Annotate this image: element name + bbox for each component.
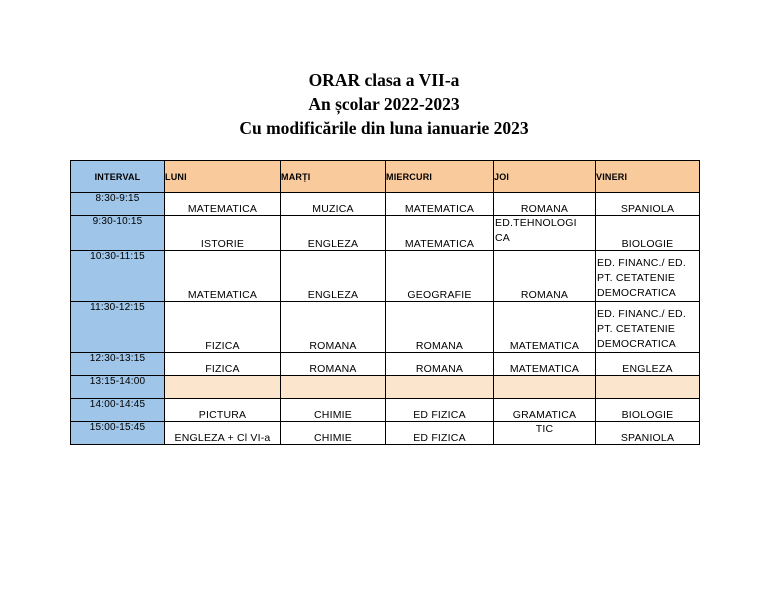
interval-cell: 11:30-12:15 [71, 302, 165, 353]
header-row [71, 161, 700, 193]
cell-line: DEMOCRATICA [597, 287, 677, 299]
table-row [71, 251, 700, 302]
interval-cell: 12:30-13:15 [71, 353, 165, 376]
cell-joi: MATEMATICA [494, 353, 596, 376]
cell-miercuri: ROMANA [386, 353, 494, 376]
interval-cell: 13:15-14:00 [71, 376, 165, 399]
interval-cell: 10:30-11:15 [71, 251, 165, 302]
table-row [71, 399, 700, 422]
cell-line: ED. FINANC./ ED. [597, 257, 686, 269]
cell-marti: CHIMIE [281, 399, 386, 422]
header-interval: INTERVAL [71, 161, 165, 193]
cell-vineri [596, 376, 700, 399]
cell-luni: FIZICA [165, 353, 281, 376]
cell-luni: MATEMATICA [165, 193, 281, 216]
cell-miercuri: ED FIZICA [386, 422, 494, 445]
header-joi: JOI [494, 161, 596, 193]
cell-luni: ISTORIE [165, 216, 281, 251]
table-row [71, 302, 700, 353]
cell-vineri: SPANIOLA [596, 422, 700, 445]
cell-vineri: SPANIOLA [596, 193, 700, 216]
cell-joi: MATEMATICA [494, 302, 596, 353]
cell-miercuri: GEOGRAFIE [386, 251, 494, 302]
header-luni: LUNI [165, 161, 281, 193]
cell-line: ED.TEHNOLOGI [495, 217, 577, 229]
cell-marti: ROMANA [281, 353, 386, 376]
cell-miercuri [386, 376, 494, 399]
cell-luni: ENGLEZA + Cl VI-a [165, 422, 281, 445]
cell-joi: ROMANA [494, 251, 596, 302]
header-marti: MARȚI [281, 161, 386, 193]
table-row [71, 193, 700, 216]
title-line-3: Cu modificările din luna ianuarie 2023 [239, 118, 529, 138]
table-row [71, 422, 700, 445]
cell-marti [281, 376, 386, 399]
cell-joi: TIC [494, 422, 596, 445]
cell-line: ED. FINANC./ ED. [597, 308, 686, 320]
cell-joi: GRAMATICA [494, 399, 596, 422]
interval-cell: 8:30-9:15 [71, 193, 165, 216]
cell-line: DEMOCRATICA [597, 338, 677, 350]
interval-cell: 14:00-14:45 [71, 399, 165, 422]
cell-marti: CHIMIE [281, 422, 386, 445]
cell-joi [494, 376, 596, 399]
cell-miercuri: ED FIZICA [386, 399, 494, 422]
interval-cell: 9:30-10:15 [71, 216, 165, 251]
header-miercuri: MIERCURI [386, 161, 494, 193]
title-block [0, 68, 768, 140]
cell-marti: ENGLEZA [281, 251, 386, 302]
cell-vineri [596, 251, 700, 302]
cell-vineri: BIOLOGIE [596, 399, 700, 422]
table-row-break [71, 376, 700, 399]
cell-vineri: BIOLOGIE [596, 216, 700, 251]
cell-vineri [596, 302, 700, 353]
cell-joi: ROMANA [494, 193, 596, 216]
cell-luni [165, 376, 281, 399]
cell-miercuri: MATEMATICA [386, 216, 494, 251]
cell-miercuri: ROMANA [386, 302, 494, 353]
cell-marti: MUZICA [281, 193, 386, 216]
timetable [70, 160, 700, 445]
interval-cell: 15:00-15:45 [71, 422, 165, 445]
title-line-2: An școlar 2022-2023 [308, 94, 460, 114]
table-row [71, 216, 700, 251]
cell-miercuri: MATEMATICA [386, 193, 494, 216]
cell-joi [494, 216, 596, 251]
table-row [71, 353, 700, 376]
cell-line: PT. CETATENIE [597, 272, 676, 284]
cell-vineri: ENGLEZA [596, 353, 700, 376]
title-line-1: ORAR clasa a VII-a [308, 70, 460, 90]
cell-line: CA [495, 232, 510, 244]
header-vineri: VINERI [596, 161, 700, 193]
cell-luni: FIZICA [165, 302, 281, 353]
cell-luni: PICTURA [165, 399, 281, 422]
cell-luni: MATEMATICA [165, 251, 281, 302]
cell-marti: ENGLEZA [281, 216, 386, 251]
cell-line: PT. CETATENIE [597, 323, 676, 335]
cell-marti: ROMANA [281, 302, 386, 353]
